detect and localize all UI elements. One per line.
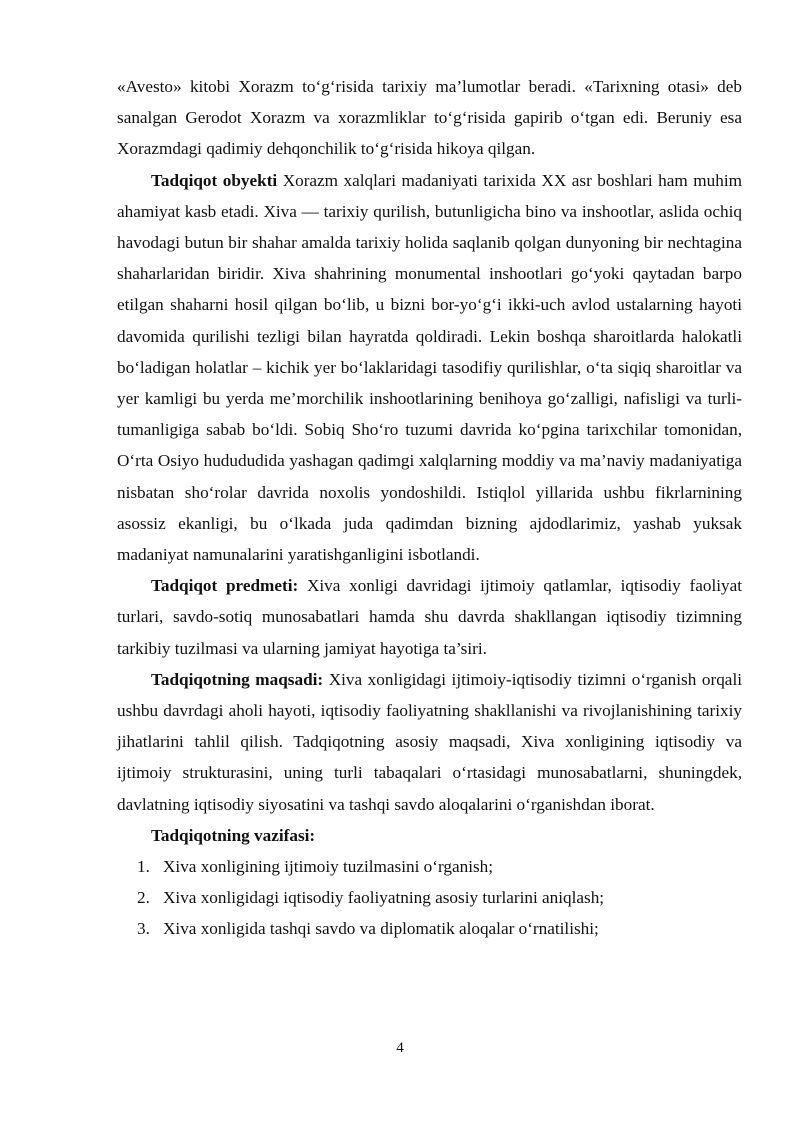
research-tasks-list [117,851,742,945]
page-content [117,71,742,945]
list-item-text: Xiva xonligida tashqi savdo va diplomatik aloqalar o‘rnatilishi; [163,919,599,939]
research-goal-paragraph [117,664,742,820]
list-item-number: 3. [137,919,150,939]
list-item [117,851,742,882]
list-item-text: Xiva xonligidagi iqtisodiy faoliyatning asosiy turlarini aniqlash; [163,888,605,908]
research-object-text: Xorazm xalqlari madaniyati tarixida XX asr boshlari ham muhim ahamiyat kasb etadi. Xiva — tarixiy qurilish, butunligicha bino va inshootlar, aslida ochiq havodagi butun bir shahar amalda tarixiy holida saqlanib qolgan dunyoning bir nechtagina shaharlaridan biridir. Xiva shahrining monumental inshootlari go‘yoki qaytadan barpo etilgan shaharni hosil qilgan bo‘lib, u bizni bor-yo‘g‘i ikki-uch avlod ustalarning hayoti davomida qurilishi tezligi bilan hayratda qoldiradi. Lekin boshqa sharoitlarda halokatli bo‘ladigan holatlar – kichik yer bo‘laklaridagi tasodifiy qurilishlar, o‘ta siqiq sharoitlar va yer kamligi bu yerda me’morchilik inshootlarining benihoya go‘zalligi, nafisligi va turli-tumanligiga sabab bo‘ldi. Sobiq Sho‘ro tuzumi davrida ko‘pgina tarixchilar tomonidan, O‘rta Osiyo hudududida yashagan qadimgi xalqlarning moddiy va ma’naviy madaniyatiga nisbatan sho‘rolar davrida noxolis yondoshildi. Istiqlol yillarida ushbu fikrlarnining asossiz ekanligi, bu o‘lkada juda qadimdan bizning ajdodlarimiz, yashab yuksak madaniyat namunalarini yaratishganligini isbotlandi. [117,170,742,565]
list-item-text: Xiva xonligining ijtimoiy tuzilmasini o‘rganish; [163,857,494,877]
research-object-label: Tadqiqot obyekti [151,170,278,190]
intro-paragraph: «Avesto» kitobi Xorazm to‘g‘risida tarixiy ma’lumotlar beradi. «Tarixning otasi» deb sanalgan Gerodot Xorazm va xorazmliklar to‘g‘risida gapirib o‘tgan edi. Beruniy esa Xorazmdagi qadimiy dehqonchilik to‘g‘risida hikoya qilgan. [117,77,742,159]
research-object-paragraph [117,165,742,571]
research-goal-text: Xiva xonligidagi ijtimoiy-iqtisodiy tizimni o‘rganish orqali ushbu davrdagi aholi hayoti, iqtisodiy faoliyatning shakllanishi va rivojlanishining tarixiy jihatlarini tahlil qilish. Tadqiqotning asosiy maqsadi, Xiva xonligining iqtisodiy va ijtimoiy strukturasini, uning turli tabaqalari o‘rtasidagi munosabatlarni, shuningdek, davlatning iqtisodiy siyosatini va tashqi savdo aloqalarini o‘rganishdan iborat. [117,669,742,814]
research-subject-label: Tadqiqot predmeti: [151,576,299,596]
list-item [117,882,742,913]
research-subject-text: Xiva xonligi davridagi ijtimoiy qatlamlar, iqtisodiy faoliyat turlari, savdo-sotiq munosabatlari hamda shu davrda shakllangan iqtisodiy tizimning tarkibiy tuzilmasi va ularning jamiyat hayotiga ta’siri. [117,576,742,658]
list-item [117,913,742,944]
list-item-number: 1. [137,857,150,877]
list-item-number: 2. [137,888,150,908]
page-number: 4 [396,1040,404,1056]
research-subject-paragraph [117,570,742,664]
research-goal-label: Tadqiqotning maqsadi: [151,669,324,689]
research-tasks-heading: Tadqiqotning vazifasi: [151,825,316,845]
